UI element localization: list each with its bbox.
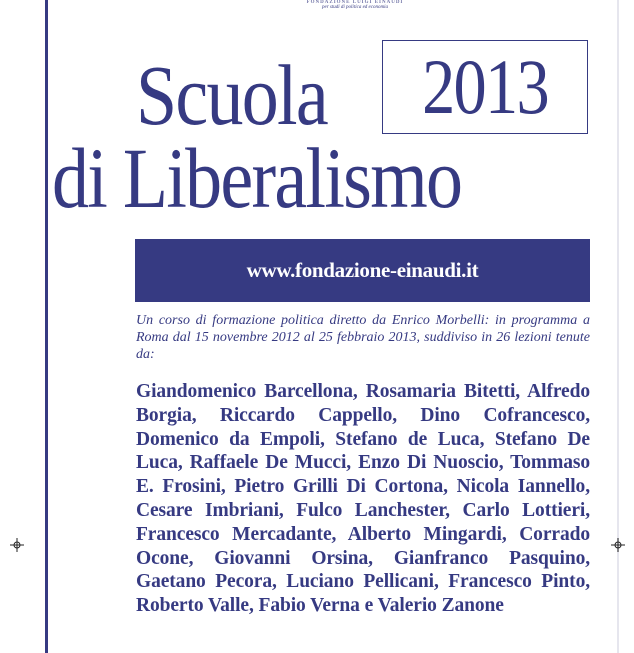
website-banner (135, 239, 590, 302)
year-label: 2013 (422, 43, 548, 130)
intro-paragraph: Un corso di formazione politica diretto da Enrico Morbelli: in programma a Roma dal 15 novembre 2012 al 25 febbraio 2013, suddiviso in 26 lezioni tenute da: (136, 313, 590, 362)
crop-mark-icon (10, 538, 24, 552)
foundation-logo: FONDAZIONE LUIGI EINAUDI per studi di politica ed economia (306, 0, 404, 10)
left-vertical-rule (45, 0, 48, 653)
title-line-1: Scuola (136, 47, 327, 143)
website-link[interactable]: www.fondazione-einaudi.it (246, 258, 479, 282)
title-line-2: di Liberalismo (52, 130, 462, 226)
crop-mark-icon (611, 538, 625, 552)
speakers-list: Giandomenico Barcellona, Rosamaria Bitetti, Alfredo Borgia, Riccardo Cappello, Dino Cofrancesco, Domenico da Empoli, Stefano de Luca, Stefano De Luca, Raffaele De Mucci, Enzo Di Nuoscio, Tommaso E. Frosini, Pietro Grilli Di Cortona, Nicola Iannello, Cesare Imbriani, Fulco Lanchester, Carlo Lottieri, Francesco Mercadante, Alberto Mingardi, Corrado Ocone, Giovanni Orsina, Gianfranco Pasquino, Gaetano Pecora, Luciano Pellicani, Francesco Pinto, Roberto Valle, Fabio Verna e Valerio Zanone (136, 381, 590, 617)
right-page-edge (617, 0, 619, 653)
year-box (382, 40, 588, 134)
